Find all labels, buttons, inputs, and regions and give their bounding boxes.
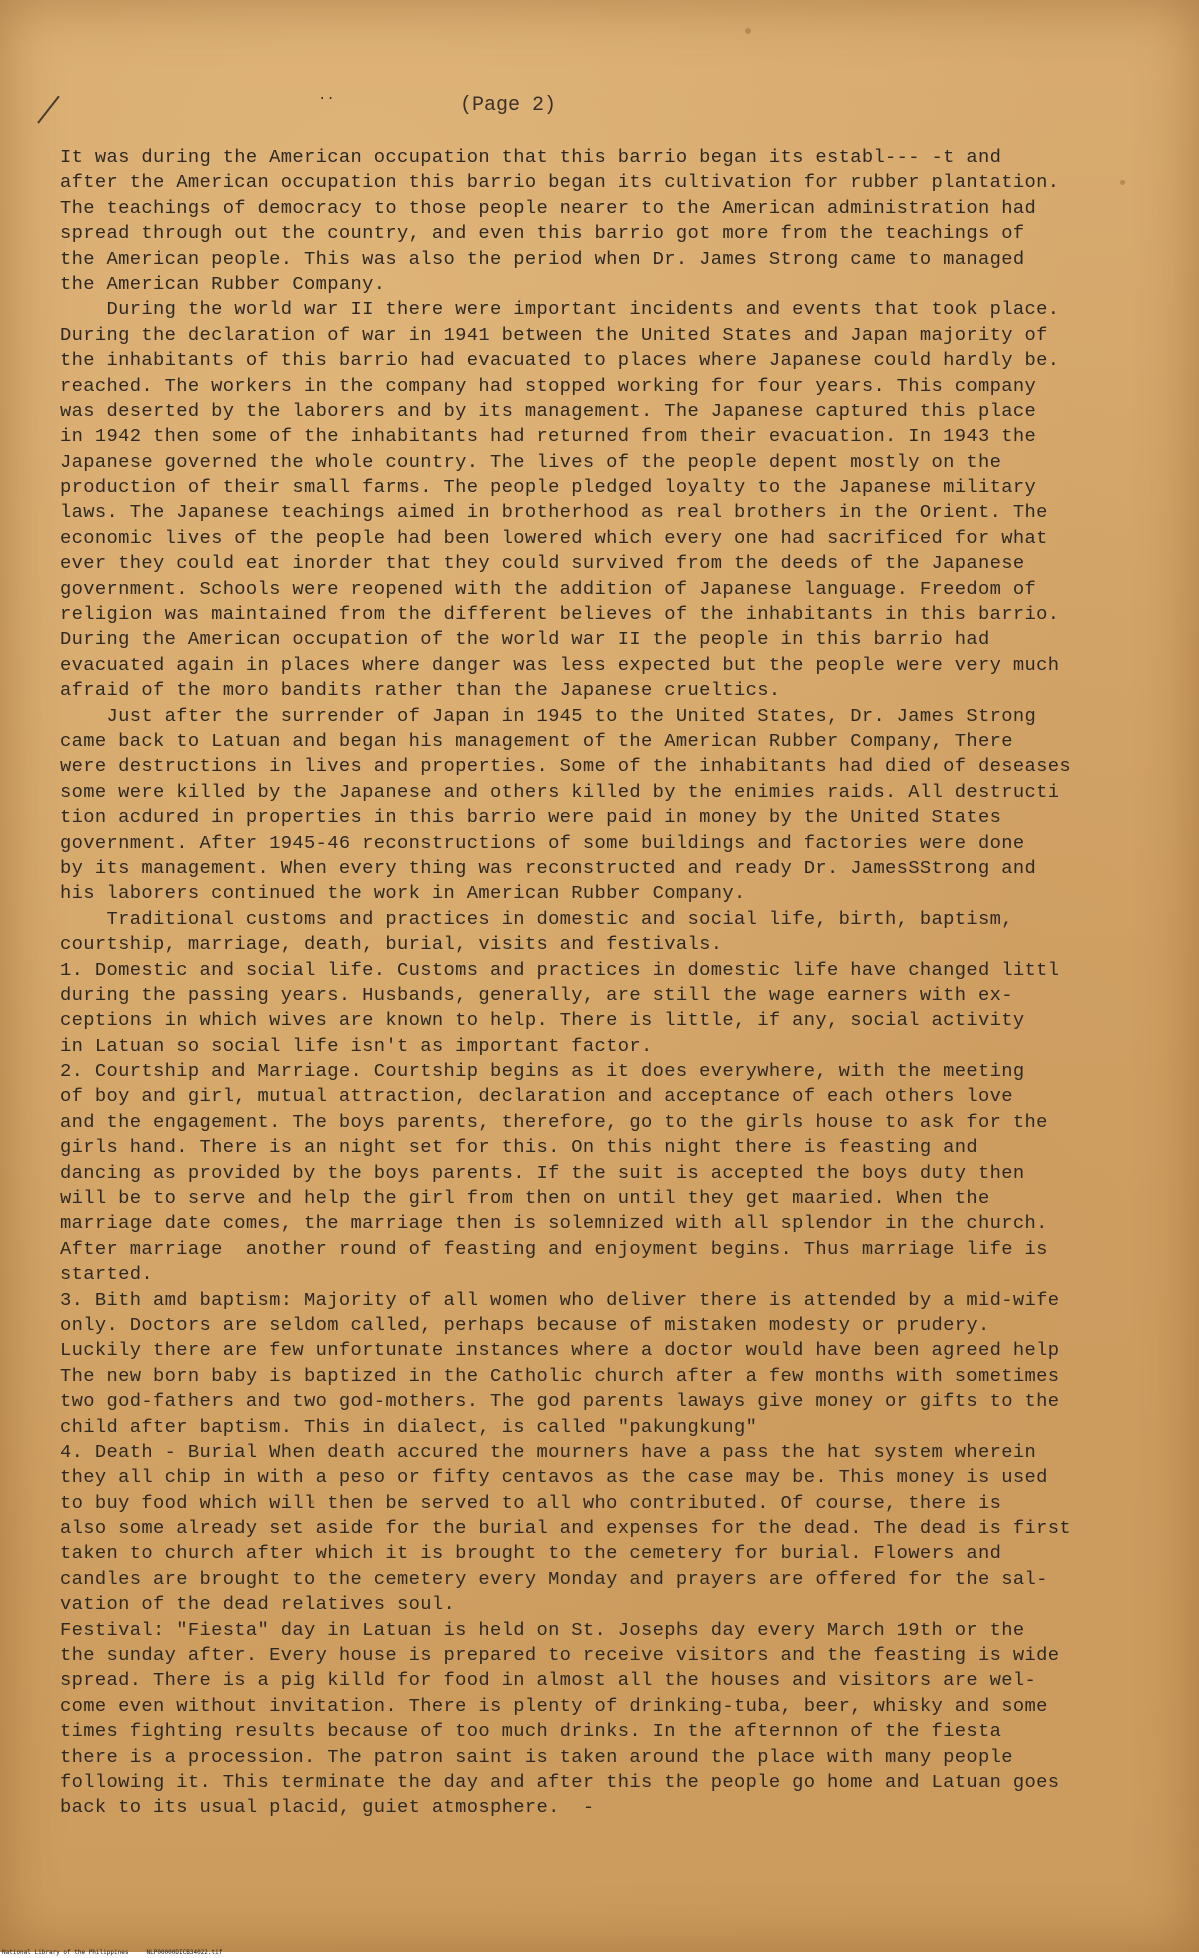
- text-line: During the American occupation of the world war II the people in this barrio had: [60, 628, 990, 651]
- text-line: the American people. This was also the period when Dr. James Strong came to managed: [60, 247, 1025, 270]
- text-line: spread through out the country, and even this barrio got more from the teachings of: [60, 222, 1025, 245]
- text-line: Luckily there are few unfortunate instances where a doctor would have been agreed help: [60, 1339, 1060, 1362]
- text-line: by its management. When every thing was reconstructed and ready Dr. JamesSStrong and: [60, 856, 1037, 879]
- paper-stain: [745, 28, 751, 34]
- text-line: child after baptism. This in dialect, is called "pakungkung": [60, 1415, 758, 1438]
- text-line: marriage date comes, the marriage then is solemnized with all splendor in the church.: [60, 1212, 1048, 1235]
- text-line: in Latuan so social life isn't as important factor.: [60, 1034, 653, 1057]
- text-line: laws. The Japanese teachings aimed in brotherhood as real brothers in the Orient. The: [60, 501, 1048, 524]
- text-line: ceptions in which wives are known to help. There is little, if any, social activity: [60, 1009, 1025, 1032]
- text-line: The teachings of democracy to those people nearer to the American administration had: [60, 196, 1037, 219]
- text-line: there is a procession. The patron saint is taken around the place with many people: [60, 1745, 1013, 1768]
- text-line: ever they could eat inorder that they could survived from the deeds of the Japanese: [60, 552, 1025, 575]
- text-line: tion acdured in properties in this barrio were paid in money by the United States: [60, 806, 1002, 829]
- text-line: come even without invitation. There is plenty of drinking-tuba, beer, whisky and some: [60, 1694, 1048, 1717]
- text-line: some were killed by the Japanese and others killed by the enimies raids. All destructi: [60, 780, 1060, 803]
- text-line: 4. Death - Burial When death accured the mourners have a pass the hat system wherein: [60, 1440, 1037, 1463]
- margin-tick-mark: [37, 96, 60, 124]
- text-line: the inhabitants of this barrio had evacuated to places where Japanese could hardly be.: [60, 349, 1060, 372]
- text-line: religion was maintained from the different believes of the inhabitants in this barrio.: [60, 603, 1060, 626]
- text-line: the American Rubber Company.: [60, 272, 386, 295]
- text-line: After marriage another round of feasting and enjoyment begins. Thus marriage life is: [60, 1237, 1048, 1260]
- text-line: after the American occupation this barrio began its cultivation for rubber plantation.: [60, 171, 1060, 194]
- text-line: and the engagement. The boys parents, therefore, go to the girls house to ask for the: [60, 1110, 1048, 1133]
- text-line: during the passing years. Husbands, generally, are still the wage earners with ex-: [60, 983, 1013, 1006]
- text-line: following it. This terminate the day and after this the people go home and Latuan goes: [60, 1771, 1060, 1793]
- text-line: taken to church after which it is brought to the cemetery for burial. Flowers and: [60, 1542, 1002, 1565]
- text-line: The new born baby is baptized in the Catholic church after a few months with sometimes: [60, 1364, 1060, 1387]
- text-line: girls hand. There is an night set for this. On this night there is feasting and: [60, 1136, 979, 1159]
- text-line: in 1942 then some of the inhabitants had returned from their evacuation. In 1943 the: [60, 425, 1037, 448]
- text-line: was deserted by the laborers and by its management. The Japanese captured this place: [60, 399, 1037, 422]
- page-number: (Page 2): [460, 94, 557, 117]
- text-line: 1. Domestic and social life. Customs and practices in domestic life have changed littl: [60, 958, 1060, 981]
- library-footer-label: National Library of the Philippines NLP00000DICB34022.tif: [2, 1949, 223, 1956]
- text-line: courtship, marriage, death, burial, visits and festivals.: [60, 933, 723, 956]
- text-line: his laborers continued the work in American Rubber Company.: [60, 882, 746, 905]
- text-line: candles are brought to the cemetery every Monday and prayers are offered for the sal-: [60, 1567, 1048, 1590]
- text-line: also some already set aside for the burial and expenses for the dead. The dead is first: [60, 1517, 1071, 1540]
- top-marks: ..: [318, 88, 335, 104]
- text-line: of boy and girl, mutual attraction, declaration and acceptance of each others love: [60, 1085, 1013, 1108]
- text-line: only. Doctors are seldom called, perhaps because of mistaken modesty or prudery.: [60, 1313, 990, 1336]
- text-line: reached. The workers in the company had stopped working for four years. This company: [60, 374, 1037, 397]
- text-line: to buy food which will then be served to all who contributed. Of course, there is: [60, 1491, 1002, 1514]
- text-line: During the world war II there were important incidents and events that took place.: [60, 298, 1060, 321]
- text-line: two god-fathers and two god-mothers. The god parents laways give money or gifts to the: [60, 1390, 1060, 1413]
- text-line: government. After 1945-46 reconstructions of some buildings and factories were done: [60, 831, 1025, 854]
- text-line: were destructions in lives and properties. Some of the inhabitants had died of deseases: [60, 755, 1071, 778]
- text-line: Traditional customs and practices in domestic and social life, birth, baptism,: [60, 907, 1013, 930]
- text-line: back to its usual placid, guiet atmosphere. -: [60, 1796, 595, 1819]
- text-line: Japanese governed the whole country. The lives of the people depent mostly on the: [60, 450, 1002, 473]
- text-line: production of their small farms. The people pledged loyalty to the Japanese military: [60, 476, 1037, 499]
- text-line: It was during the American occupation that this barrio began its establ--- -t and: [60, 146, 1002, 168]
- text-line: came back to Latuan and began his management of the American Rubber Company, There: [60, 729, 1013, 752]
- document-body: [60, 145, 1150, 1821]
- text-line: started.: [60, 1263, 153, 1286]
- text-line: 2. Courtship and Marriage. Courtship begins as it does everywhere, with the meeting: [60, 1060, 1025, 1083]
- text-line: During the declaration of war in 1941 between the United States and Japan majority of: [60, 323, 1048, 346]
- text-line: afraid of the moro bandits rather than the Japanese crueltics.: [60, 679, 781, 702]
- text-line: the sunday after. Every house is prepared to receive visitors and the feasting is wide: [60, 1644, 1060, 1667]
- text-line: will be to serve and help the girl from then on until they get maaried. When the: [60, 1187, 990, 1210]
- text-line: Festival: "Fiesta" day in Latuan is held on St. Josephs day every March 19th or the: [60, 1618, 1025, 1641]
- text-line: they all chip in with a peso or fifty centavos as the case may be. This money is used: [60, 1466, 1048, 1489]
- text-line: times fighting results because of too much drinks. In the afternnon of the fiesta: [60, 1720, 1002, 1743]
- text-line: 3. Bith amd baptism: Majority of all women who deliver there is attended by a mid-wife: [60, 1288, 1060, 1311]
- text-line: spread. There is a pig killd for food in almost all the houses and visitors are wel-: [60, 1669, 1037, 1692]
- text-line: dancing as provided by the boys parents. If the suit is accepted the boys duty then: [60, 1161, 1025, 1184]
- text-line: Just after the surrender of Japan in 1945 to the United States, Dr. James Strong: [60, 704, 1037, 727]
- text-line: evacuated again in places where danger was less expected but the people were very much: [60, 653, 1060, 676]
- text-line: government. Schools were reopened with the addition of Japanese language. Freedom of: [60, 577, 1037, 600]
- text-line: economic lives of the people had been lowered which every one had sacrificed for what: [60, 526, 1048, 549]
- text-line: vation of the dead relatives soul.: [60, 1593, 456, 1616]
